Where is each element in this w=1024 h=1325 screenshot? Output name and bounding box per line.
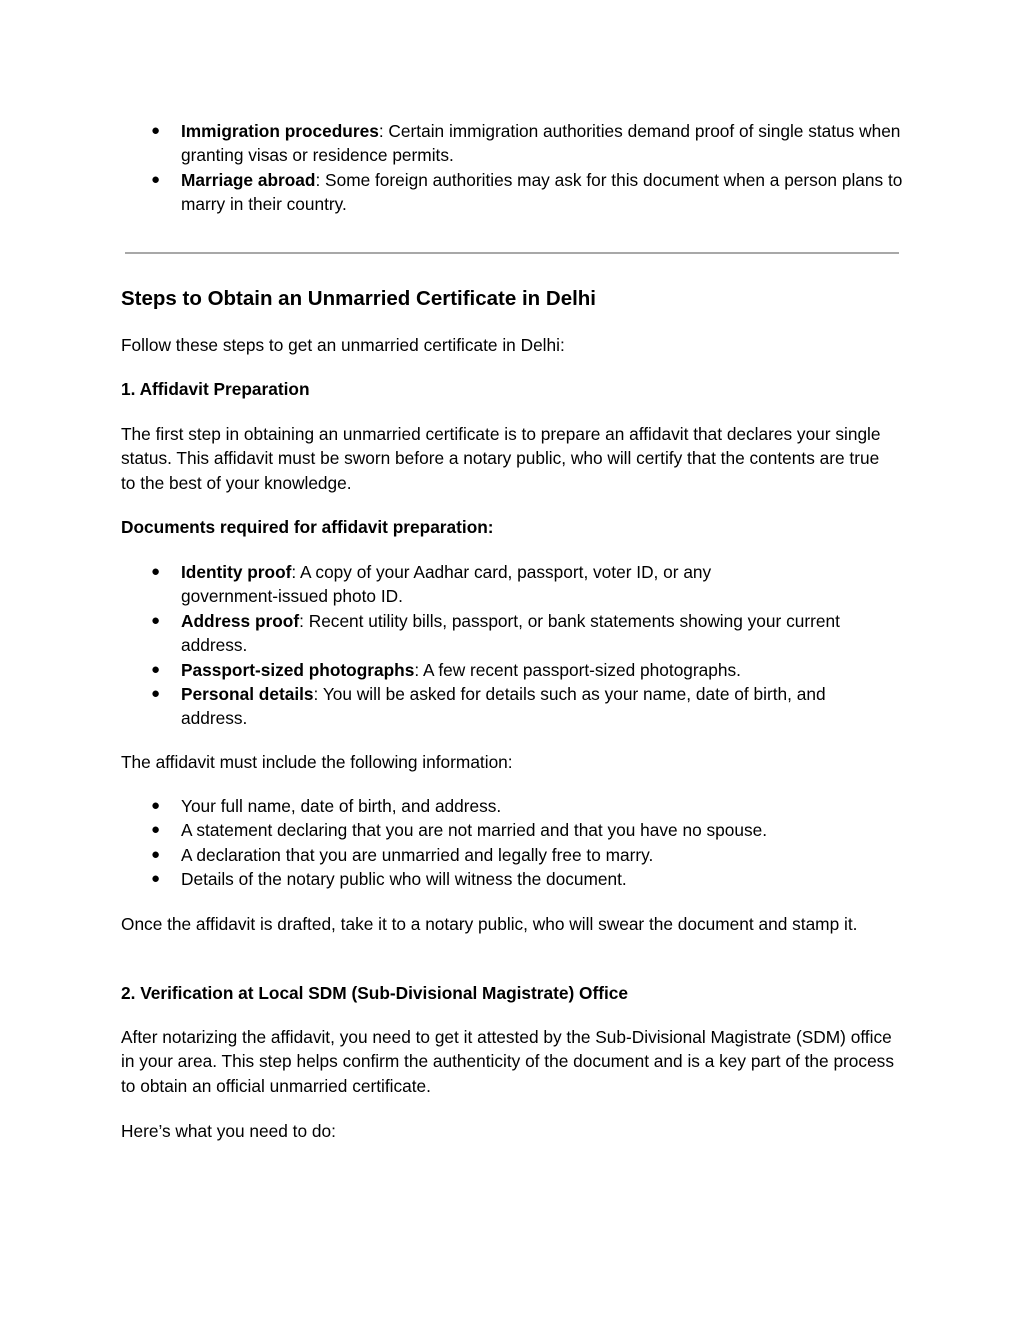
bullet-icon: ● bbox=[151, 122, 161, 139]
documents-list bbox=[121, 560, 896, 731]
bullet-icon: ● bbox=[151, 611, 161, 629]
horizontal-divider bbox=[125, 252, 899, 254]
bullet-icon: ● bbox=[151, 170, 161, 188]
list-item bbox=[121, 560, 896, 609]
step1-heading: 1. Affidavit Preparation bbox=[121, 379, 310, 399]
list-item-text: : You will be asked for details such as your name, date of birth, and address. bbox=[181, 684, 826, 729]
include-intro: The affidavit must include the following information: bbox=[121, 752, 513, 772]
list-item bbox=[121, 682, 896, 731]
step1-paragraph: The first step in obtaining an unmarried certificate is to prepare an affidavit that declares your single status. This affidavit must be sworn before a notary public, who will certify that the contents are true to the best of your knowledge. bbox=[121, 424, 881, 493]
list-item-text: : A copy of your Aadhar card, passport, voter ID, or any government-issued photo ID. bbox=[181, 562, 712, 607]
list-item-text: A statement declaring that you are not married and that you have no spouse. bbox=[181, 820, 768, 841]
todo-intro: Here’s what you need to do: bbox=[121, 1121, 336, 1141]
bullet-icon: ● bbox=[151, 797, 161, 814]
bullet-icon: ● bbox=[151, 563, 161, 580]
list-item bbox=[121, 609, 896, 658]
list-item-term: Immigration procedures bbox=[181, 121, 379, 141]
step2-heading: 2. Verification at Local SDM (Sub-Divisional Magistrate) Office bbox=[121, 983, 629, 1003]
bullet-icon: ● bbox=[151, 660, 161, 678]
bullet-icon: ● bbox=[151, 685, 161, 703]
list-item-text: A declaration that you are unmarried and legally free to marry. bbox=[181, 844, 654, 865]
top-bullet-list bbox=[121, 119, 911, 217]
documents-heading: Documents required for affidavit preparation: bbox=[121, 517, 494, 537]
list-item bbox=[121, 843, 896, 867]
list-item-term: Address proof bbox=[181, 610, 300, 631]
section-title: Steps to Obtain an Unmarried Certificate in Delhi bbox=[121, 287, 597, 310]
list-item bbox=[121, 818, 896, 842]
step2-paragraph: After notarizing the affidavit, you need to get it attested by the Sub-Divisional Magistrate (SDM) office in your area. This step helps confirm the authenticity of the document and is a key part of the process to obtain an official unmarried certificate. bbox=[121, 1027, 894, 1096]
closing-paragraph: Once the affidavit is drafted, take it to a notary public, who will swear the document and stamp it. bbox=[121, 914, 858, 934]
list-item-term: Passport-sized photographs bbox=[181, 659, 415, 680]
list-item-text: Details of the notary public who will witness the document. bbox=[181, 869, 627, 890]
list-item-text: : Some foreign authorities may ask for this document when a person plans to marry in their country. bbox=[181, 169, 903, 215]
include-list bbox=[121, 794, 896, 892]
bullet-icon: ● bbox=[151, 821, 161, 839]
list-item bbox=[121, 867, 896, 891]
list-item-term: Marriage abroad bbox=[181, 169, 316, 190]
list-item bbox=[121, 794, 896, 818]
list-item-text: Your full name, date of birth, and address. bbox=[181, 796, 502, 816]
list-item-text: : Certain immigration authorities demand proof of single status when granting visas or residence permits. bbox=[181, 121, 901, 166]
bullet-icon: ● bbox=[151, 870, 161, 888]
list-item bbox=[121, 119, 911, 168]
list-item-term: Identity proof bbox=[181, 562, 292, 582]
list-item-text: : A few recent passport-sized photographs. bbox=[414, 659, 741, 680]
list-item bbox=[121, 658, 896, 682]
list-item-term: Personal details bbox=[181, 684, 314, 705]
list-item bbox=[121, 168, 911, 217]
list-item-text: : Recent utility bills, passport, or bank statements showing your current address. bbox=[181, 610, 840, 656]
bullet-icon: ● bbox=[151, 845, 161, 863]
intro-paragraph: Follow these steps to get an unmarried certificate in Delhi: bbox=[121, 335, 565, 355]
